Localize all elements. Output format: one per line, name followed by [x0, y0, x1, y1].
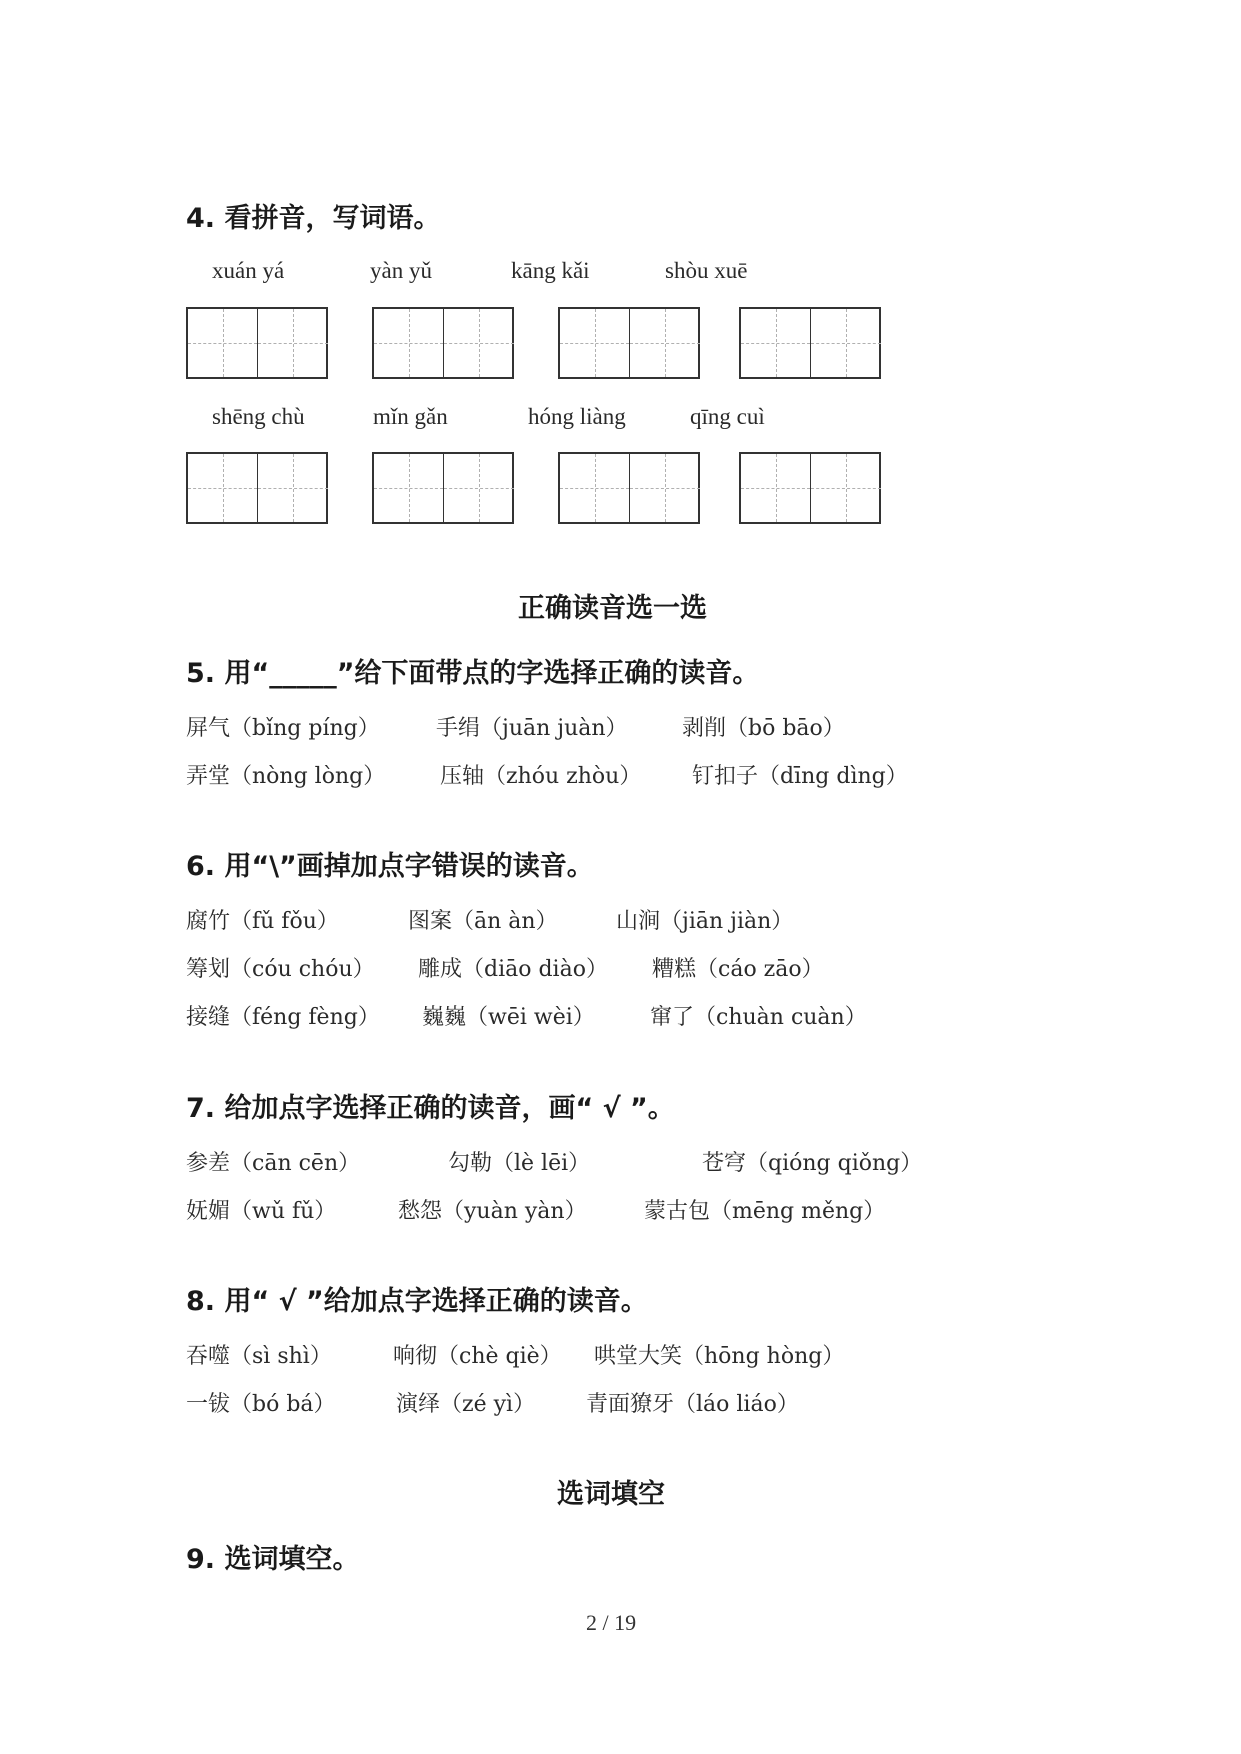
question-5-title: 5. 用“_____”给下面带点的字选择正确的读音。 — [186, 658, 760, 689]
reading-item: 苍穹（qióng qiǒng） — [702, 1151, 923, 1176]
pinyin-label: shòu xuē — [665, 258, 748, 283]
reading-item: 吞噬（sì shì） — [186, 1344, 332, 1369]
reading-item: 雕成（diāo diào） — [418, 957, 608, 982]
writing-grid[interactable] — [558, 452, 700, 524]
reading-item: 剥削（bō bāo） — [682, 716, 845, 741]
pinyin-label: hóng liàng — [528, 404, 626, 429]
reading-item: 屏气（bǐng píng） — [186, 716, 380, 741]
reading-item: 巍巍（wēi wèi） — [422, 1005, 595, 1030]
writing-grid[interactable] — [186, 307, 328, 379]
reading-item: 演绎（zé yì） — [396, 1392, 536, 1417]
section-heading: 正确读音选一选 — [518, 593, 707, 624]
writing-grid[interactable] — [739, 307, 881, 379]
reading-item: 勾勒（lè lēi） — [448, 1151, 591, 1176]
section-heading: 选词填空 — [557, 1479, 665, 1510]
reading-item: 蒙古包（mēng měng） — [644, 1199, 886, 1224]
reading-item: 响彻（chè qiè） — [393, 1344, 562, 1369]
pinyin-label: yàn yǔ — [370, 258, 432, 283]
reading-item: 青面獠牙（láo liáo） — [586, 1392, 799, 1417]
reading-item: 手绢（juān juàn） — [436, 716, 628, 741]
reading-item: 一钹（bó bá） — [186, 1392, 336, 1417]
page-number: 2 / 19 — [586, 1610, 637, 1635]
reading-item: 糟糕（cáo zāo） — [652, 957, 824, 982]
question-9-title: 9. 选词填空。 — [186, 1544, 360, 1575]
reading-item: 弄堂（nòng lòng） — [186, 764, 386, 789]
reading-item: 妩媚（wǔ fǔ） — [186, 1199, 337, 1224]
reading-item: 接缝（féng fèng） — [186, 1005, 380, 1030]
writing-grid[interactable] — [372, 307, 514, 379]
reading-item: 参差（cān cēn） — [186, 1151, 361, 1176]
question-6-title: 6. 用“\”画掉加点字错误的读音。 — [186, 851, 594, 882]
question-8-title: 8. 用“ √ ”给加点字选择正确的读音。 — [186, 1286, 648, 1317]
reading-item: 愁怨（yuàn yàn） — [398, 1199, 587, 1224]
question-7-title: 7. 给加点字选择正确的读音，画“ √ ”。 — [186, 1093, 675, 1124]
pinyin-label: mǐn gǎn — [373, 404, 448, 429]
writing-grid[interactable] — [186, 452, 328, 524]
reading-item: 压轴（zhóu zhòu） — [440, 764, 642, 789]
pinyin-label: kāng kǎi — [511, 258, 590, 283]
reading-item: 窜了（chuàn cuàn） — [650, 1005, 867, 1030]
reading-item: 钉扣子（dīng dìng） — [692, 764, 908, 789]
writing-grid[interactable] — [372, 452, 514, 524]
reading-item: 图案（ān àn） — [408, 909, 558, 934]
pinyin-label: qīng cuì — [690, 404, 765, 429]
writing-grid[interactable] — [558, 307, 700, 379]
writing-grid[interactable] — [739, 452, 881, 524]
pinyin-label: shēng chù — [212, 404, 305, 429]
question-4-title: 4. 看拼音，写词语。 — [186, 203, 441, 234]
pinyin-label: xuán yá — [212, 258, 285, 283]
reading-item: 腐竹（fǔ fǒu） — [186, 909, 339, 934]
reading-item: 山涧（jiān jiàn） — [616, 909, 794, 934]
reading-item: 哄堂大笑（hōng hòng） — [594, 1344, 845, 1369]
reading-item: 筹划（cóu chóu） — [186, 957, 375, 982]
